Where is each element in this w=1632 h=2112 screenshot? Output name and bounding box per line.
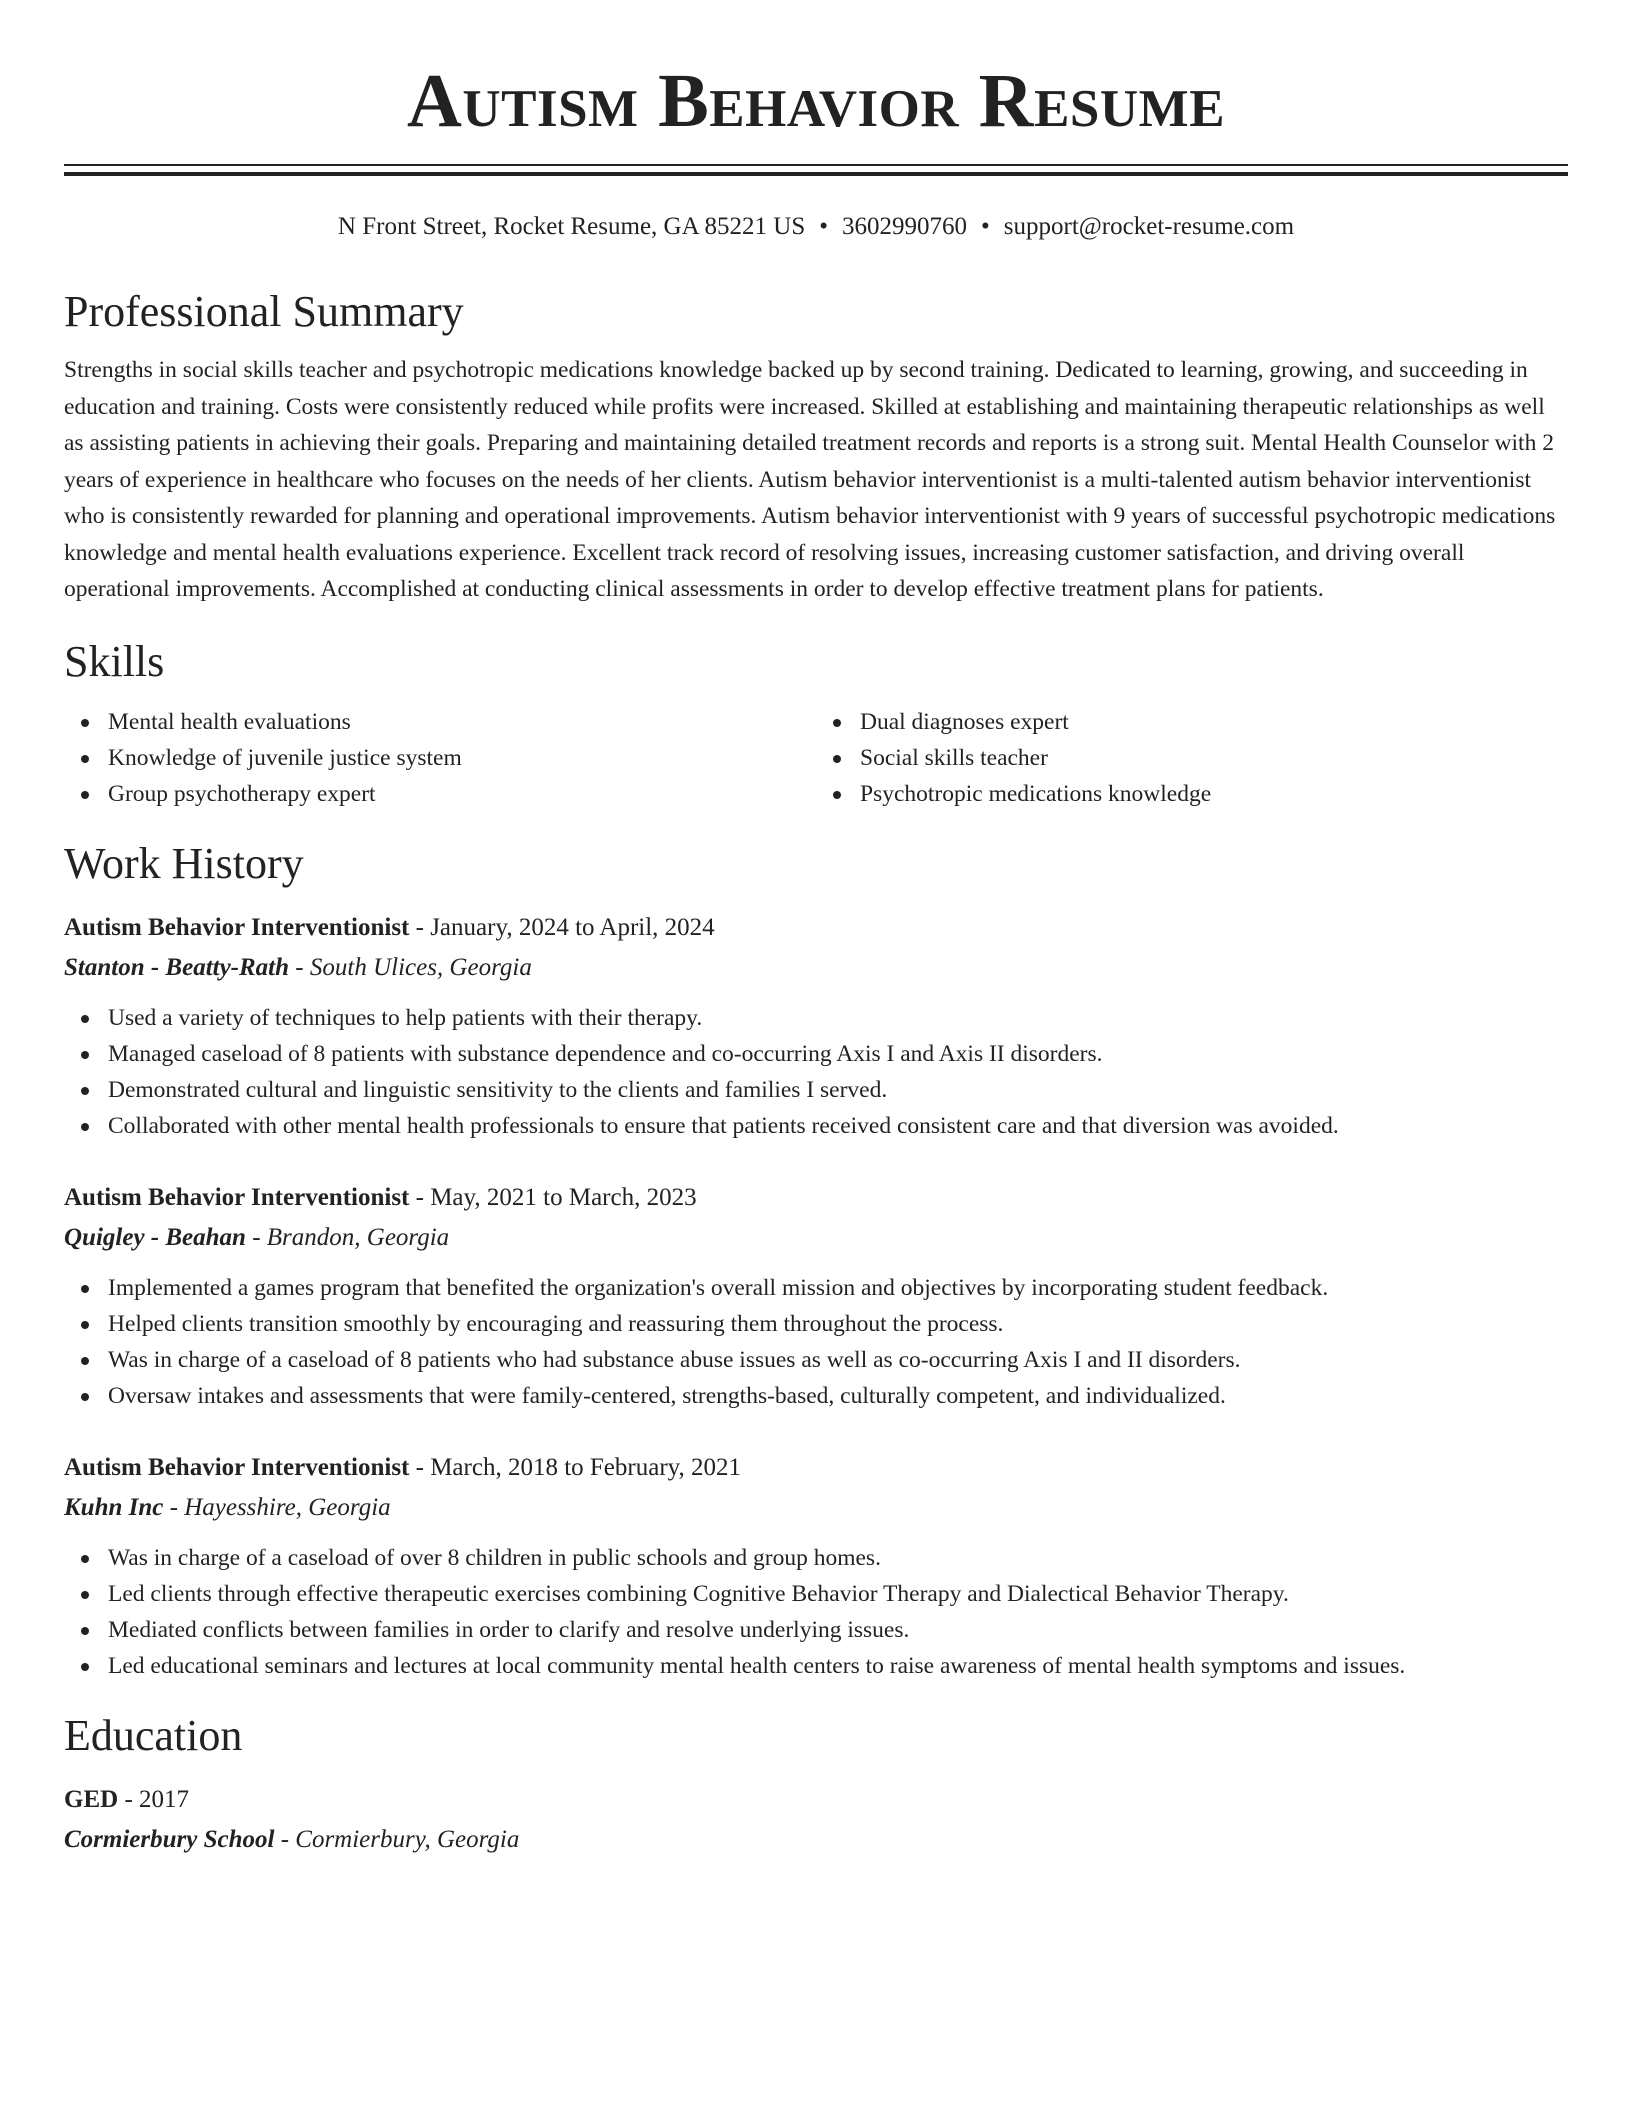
job-bullet: Mediated conflicts between families in order to clarify and resolve underlying issues.: [64, 1612, 1568, 1648]
skill-item: Mental health evaluations: [64, 704, 816, 740]
work-history-heading: Work History: [64, 838, 304, 888]
contact-address: N Front Street, Rocket Resume, GA 85221 US: [337, 213, 806, 240]
job-title: Autism Behavior Interventionist: [64, 1183, 410, 1211]
skill-item: Dual diagnoses expert: [816, 704, 1568, 740]
job-bullets: [64, 1000, 1568, 1144]
resume-title: Autism Behavior Resume: [406, 59, 1226, 143]
job-bullet: Collaborated with other mental health professionals to ensure that patients received consistent care and that diversion was avoided.: [64, 1108, 1568, 1144]
contact-separator: •: [981, 213, 990, 240]
job-company: Quigley - Beahan: [64, 1223, 246, 1251]
education-year: - 2017: [118, 1785, 190, 1813]
job-dates: - March, 2018 to February, 2021: [409, 1453, 742, 1481]
education-entry: [64, 1780, 1568, 1860]
job-bullet: Implemented a games program that benefited the organization's overall mission and objectives by incorporating student feedback.: [64, 1270, 1568, 1306]
education-degree-line: [64, 1780, 1568, 1820]
job-bullet: Was in charge of a caseload of 8 patients who had substance abuse issues as well as co-occurring Axis I and II disorders.: [64, 1342, 1568, 1378]
title-divider-thin: [64, 164, 1568, 166]
skills-heading: Skills: [64, 636, 165, 686]
job-title-line: [64, 908, 1568, 948]
job-location: - Hayesshire, Georgia: [163, 1493, 391, 1521]
education-heading: Education: [64, 1710, 243, 1760]
job-title: Autism Behavior Interventionist: [64, 1453, 410, 1481]
job-bullet: Helped clients transition smoothly by encouraging and reassuring them throughout the process.: [64, 1306, 1568, 1342]
skills-column-left: [64, 704, 816, 812]
job-location: - South Ulices, Georgia: [289, 953, 532, 981]
job-title-line: [64, 1448, 1568, 1488]
job-bullets: [64, 1270, 1568, 1414]
contact-email: support@rocket-resume.com: [1003, 213, 1295, 240]
skill-item: Group psychotherapy expert: [64, 776, 816, 812]
contact-separator: •: [819, 213, 829, 240]
summary-heading: Professional Summary: [64, 287, 464, 336]
job-company-line: [64, 1218, 1568, 1258]
summary-text: Strengths in social skills teacher and psychotropic medications knowledge backed up by second training. Dedicated to learning, growing, and succeeding in education and training. Costs were consistently reduced while profits were increased. Skilled at establishing and maintaining therapeutic relationships as well as assisting patients in achieving their goals. Preparing and maintaining detailed treatment records and reports is a strong suit. Mental Health Counselor with 2 years of experience in healthcare who focuses on the needs of her clients. Autism behavior interventionist is a multi-talented autism behavior interventionist who is consistently rewarded for planning and operational improvements. Autism behavior interventionist with 9 years of successful psychotropic medications knowledge and mental health evaluations experience. Excellent track record of resolving issues, increasing customer satisfaction, and driving overall operational improvements. Accomplished at conducting clinical assessments in order to develop effective treatment plans for patients.: [64, 357, 1556, 602]
job-bullets: [64, 1540, 1568, 1684]
job-bullet: Oversaw intakes and assessments that were family-centered, strengths-based, culturally competent, and individualized.: [64, 1378, 1568, 1414]
skill-item: Social skills teacher: [816, 740, 1568, 776]
job-entry: [64, 1178, 1568, 1414]
education-location: - Cormierbury, Georgia: [274, 1825, 520, 1853]
job-dates: - January, 2024 to April, 2024: [409, 913, 715, 941]
job-company-line: [64, 1488, 1568, 1528]
contact-line: [64, 212, 1568, 242]
job-company-line: [64, 948, 1568, 988]
job-bullet: Managed caseload of 8 patients with substance dependence and co-occurring Axis I and Axis II disorders.: [64, 1036, 1568, 1072]
skill-item: Knowledge of juvenile justice system: [64, 740, 816, 776]
contact-phone: 3602990760: [842, 213, 968, 240]
job-company: Stanton - Beatty-Rath: [64, 953, 290, 981]
job-entry: [64, 1448, 1568, 1684]
education-school-line: [64, 1820, 1568, 1860]
job-entry: [64, 908, 1568, 1144]
job-bullet: Was in charge of a caseload of over 8 children in public schools and group homes.: [64, 1540, 1568, 1576]
job-company: Kuhn Inc: [64, 1493, 164, 1521]
job-title-line: [64, 1178, 1568, 1218]
skills-column-right: [816, 704, 1568, 812]
job-bullet: Used a variety of techniques to help patients with their therapy.: [64, 1000, 1568, 1036]
job-bullet: Led clients through effective therapeutic exercises combining Cognitive Behavior Therapy and Dialectical Behavior Therapy.: [64, 1576, 1568, 1612]
title-divider-thick: [64, 172, 1568, 176]
job-location: - Brandon, Georgia: [245, 1223, 450, 1251]
job-title: Autism Behavior Interventionist: [64, 913, 410, 941]
job-bullet: Demonstrated cultural and linguistic sensitivity to the clients and families I served.: [64, 1072, 1568, 1108]
job-dates: - May, 2021 to March, 2023: [409, 1183, 697, 1211]
skills-list: [64, 704, 1568, 812]
job-bullet: Led educational seminars and lectures at local community mental health centers to raise awareness of mental health symptoms and issues.: [64, 1648, 1568, 1684]
education-school: Cormierbury School: [64, 1825, 275, 1853]
skill-item: Psychotropic medications knowledge: [816, 776, 1568, 812]
education-degree: GED: [64, 1785, 119, 1813]
